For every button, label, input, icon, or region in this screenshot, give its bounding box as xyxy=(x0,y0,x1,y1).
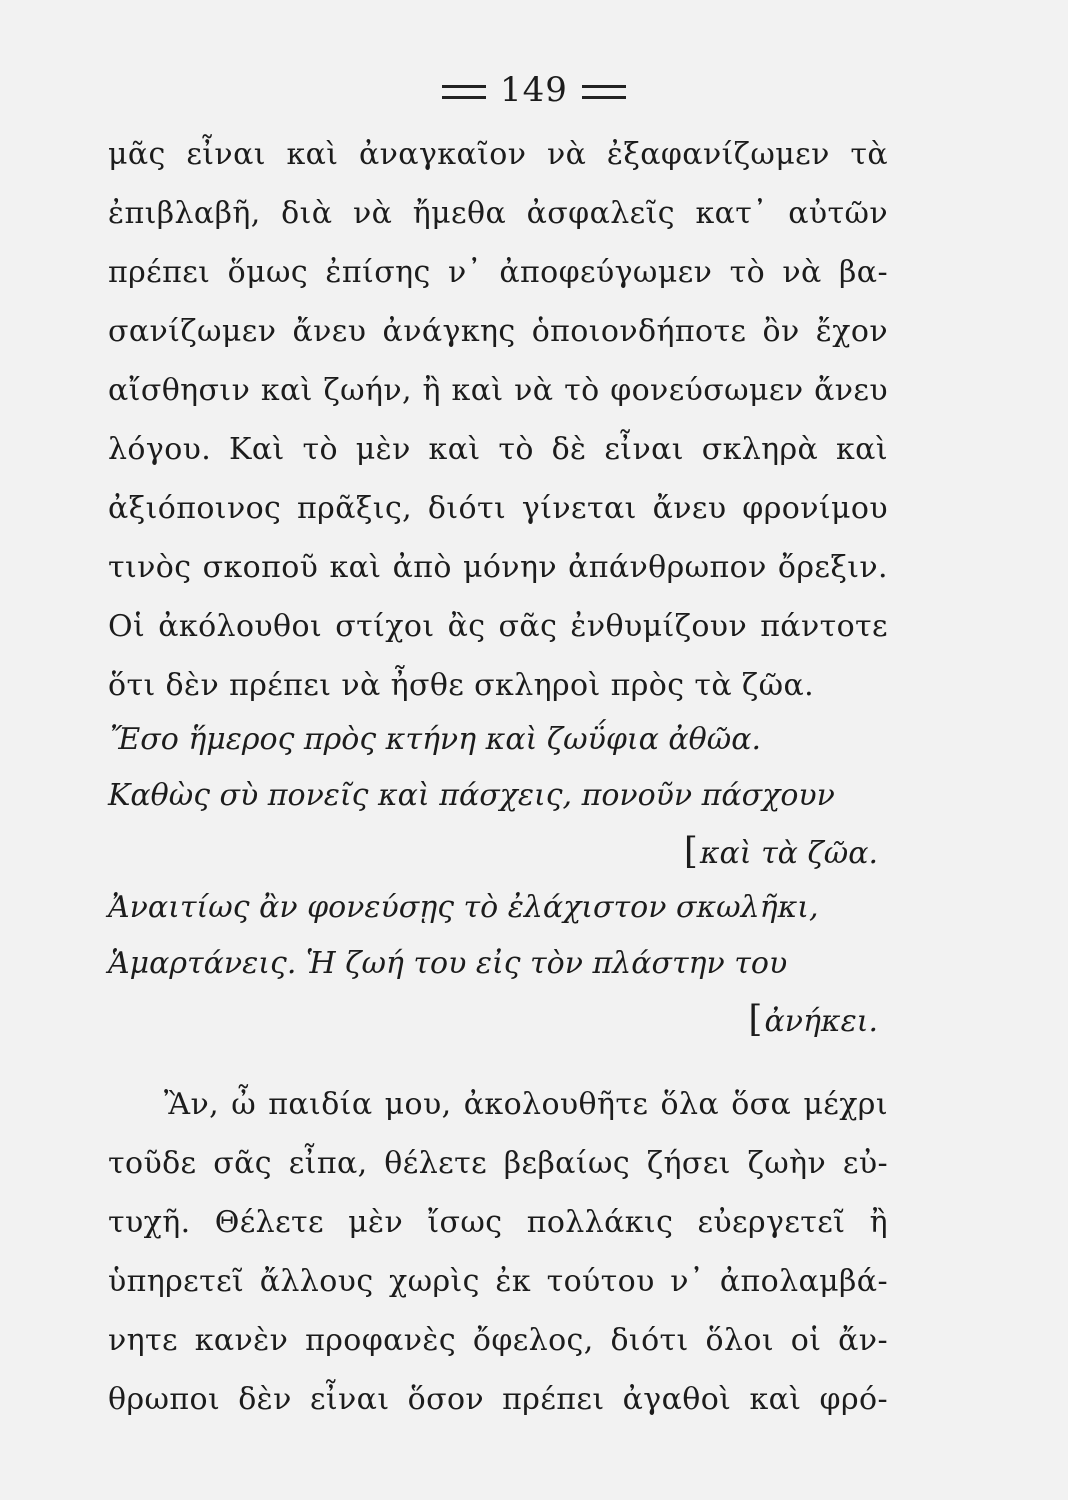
poem-line-turnover xyxy=(108,992,888,1048)
text-line: τινὸς σκοποῦ καὶ ἀπὸ μόνην ἀπάνθρωπον ὄρεξιν. xyxy=(108,550,888,585)
text-line: Οἱ ἀκόλουθοι στίχοι ἂς σᾶς ἐνθυμίζουν πάντοτε xyxy=(108,609,888,644)
page-header xyxy=(0,70,1068,110)
text-line: θρωποι δὲν εἶναι ὅσον πρέπει ἀγαθοὶ καὶ φρό- xyxy=(108,1382,888,1417)
text-line: πρέπει ὅμως ἐπίσης ν᾽ ἀποφεύγωμεν τὸ νὰ βα- xyxy=(108,255,888,290)
text-line: μᾶς εἶναι καὶ ἀναγκαῖον νὰ ἐξαφανίζωμεν τὰ xyxy=(108,137,888,172)
poem-line: Ἀναιτίως ἂν φονεύσῃς τὸ ἐλάχιστον σκωλῆκι, xyxy=(108,890,819,925)
text-line: ἐπιβλαβῆ, διὰ νὰ ἤμεθα ἀσφαλεῖς κατ᾽ αὐτῶν xyxy=(108,196,888,231)
text-line: λόγου. Καὶ τὸ μὲν καὶ τὸ δὲ εἶναι σκληρὰ καὶ xyxy=(108,432,888,467)
turnover-bracket: [ xyxy=(748,999,763,1040)
text-line: τοῦδε σᾶς εἶπα, θέλετε βεβαίως ζήσει ζωὴν εὐ- xyxy=(108,1146,888,1181)
text-line: σανίζωμεν ἄνευ ἀνάγκης ὁποιονδήποτε ὂν ἔχον xyxy=(108,314,888,349)
text-line: ὅτι δὲν πρέπει νὰ ἦσθε σκληροὶ πρὸς τὰ ζῶα. xyxy=(108,668,815,703)
paragraph-1 xyxy=(108,125,888,715)
text-line: ὑπηρετεῖ ἄλλους χωρὶς ἐκ τούτου ν᾽ ἀπολαμβά- xyxy=(108,1264,888,1299)
paragraph-2 xyxy=(108,1075,888,1429)
poem-line: Ἁμαρτάνεις. Ἡ ζωή του εἰς τὸν πλάστην του xyxy=(108,946,788,981)
poem-turnover-text: καὶ τὰ ζῶα. xyxy=(699,836,878,871)
poem-line: Ἔσο ἥμερος πρὸς κτήνη καὶ ζωΰφια ἀθῶα. xyxy=(110,722,762,757)
poem-line: Καθὼς σὺ πονεῖς καὶ πάσχεις, πονοῦν πάσχουν xyxy=(108,778,835,813)
poem-stanza xyxy=(108,712,888,1048)
text-line: ἀξιόποινος πρᾶξις, διότι γίνεται ἄνευ φρονίμου xyxy=(108,491,888,526)
page-number: 149 xyxy=(500,70,568,110)
text-line: αἴσθησιν καὶ ζωήν, ἢ καὶ νὰ τὸ φονεύσωμεν ἄνευ xyxy=(108,373,888,408)
header-rule-left xyxy=(442,85,486,99)
turnover-bracket: [ xyxy=(683,831,698,872)
text-line: τυχῆ. Θέλετε μὲν ἴσως πολλάκις εὐεργετεῖ ἢ xyxy=(108,1205,888,1240)
text-line: νητε κανὲν προφανὲς ὄφελος, διότι ὅλοι οἱ ἄν- xyxy=(108,1323,888,1358)
header-rule-right xyxy=(582,85,626,99)
poem-line-turnover xyxy=(108,824,888,880)
poem-turnover-text: ἀνήκει. xyxy=(764,1004,878,1039)
text-line: Ἂν, ὦ παιδία μου, ἀκολουθῆτε ὅλα ὅσα μέχρι xyxy=(164,1087,888,1122)
